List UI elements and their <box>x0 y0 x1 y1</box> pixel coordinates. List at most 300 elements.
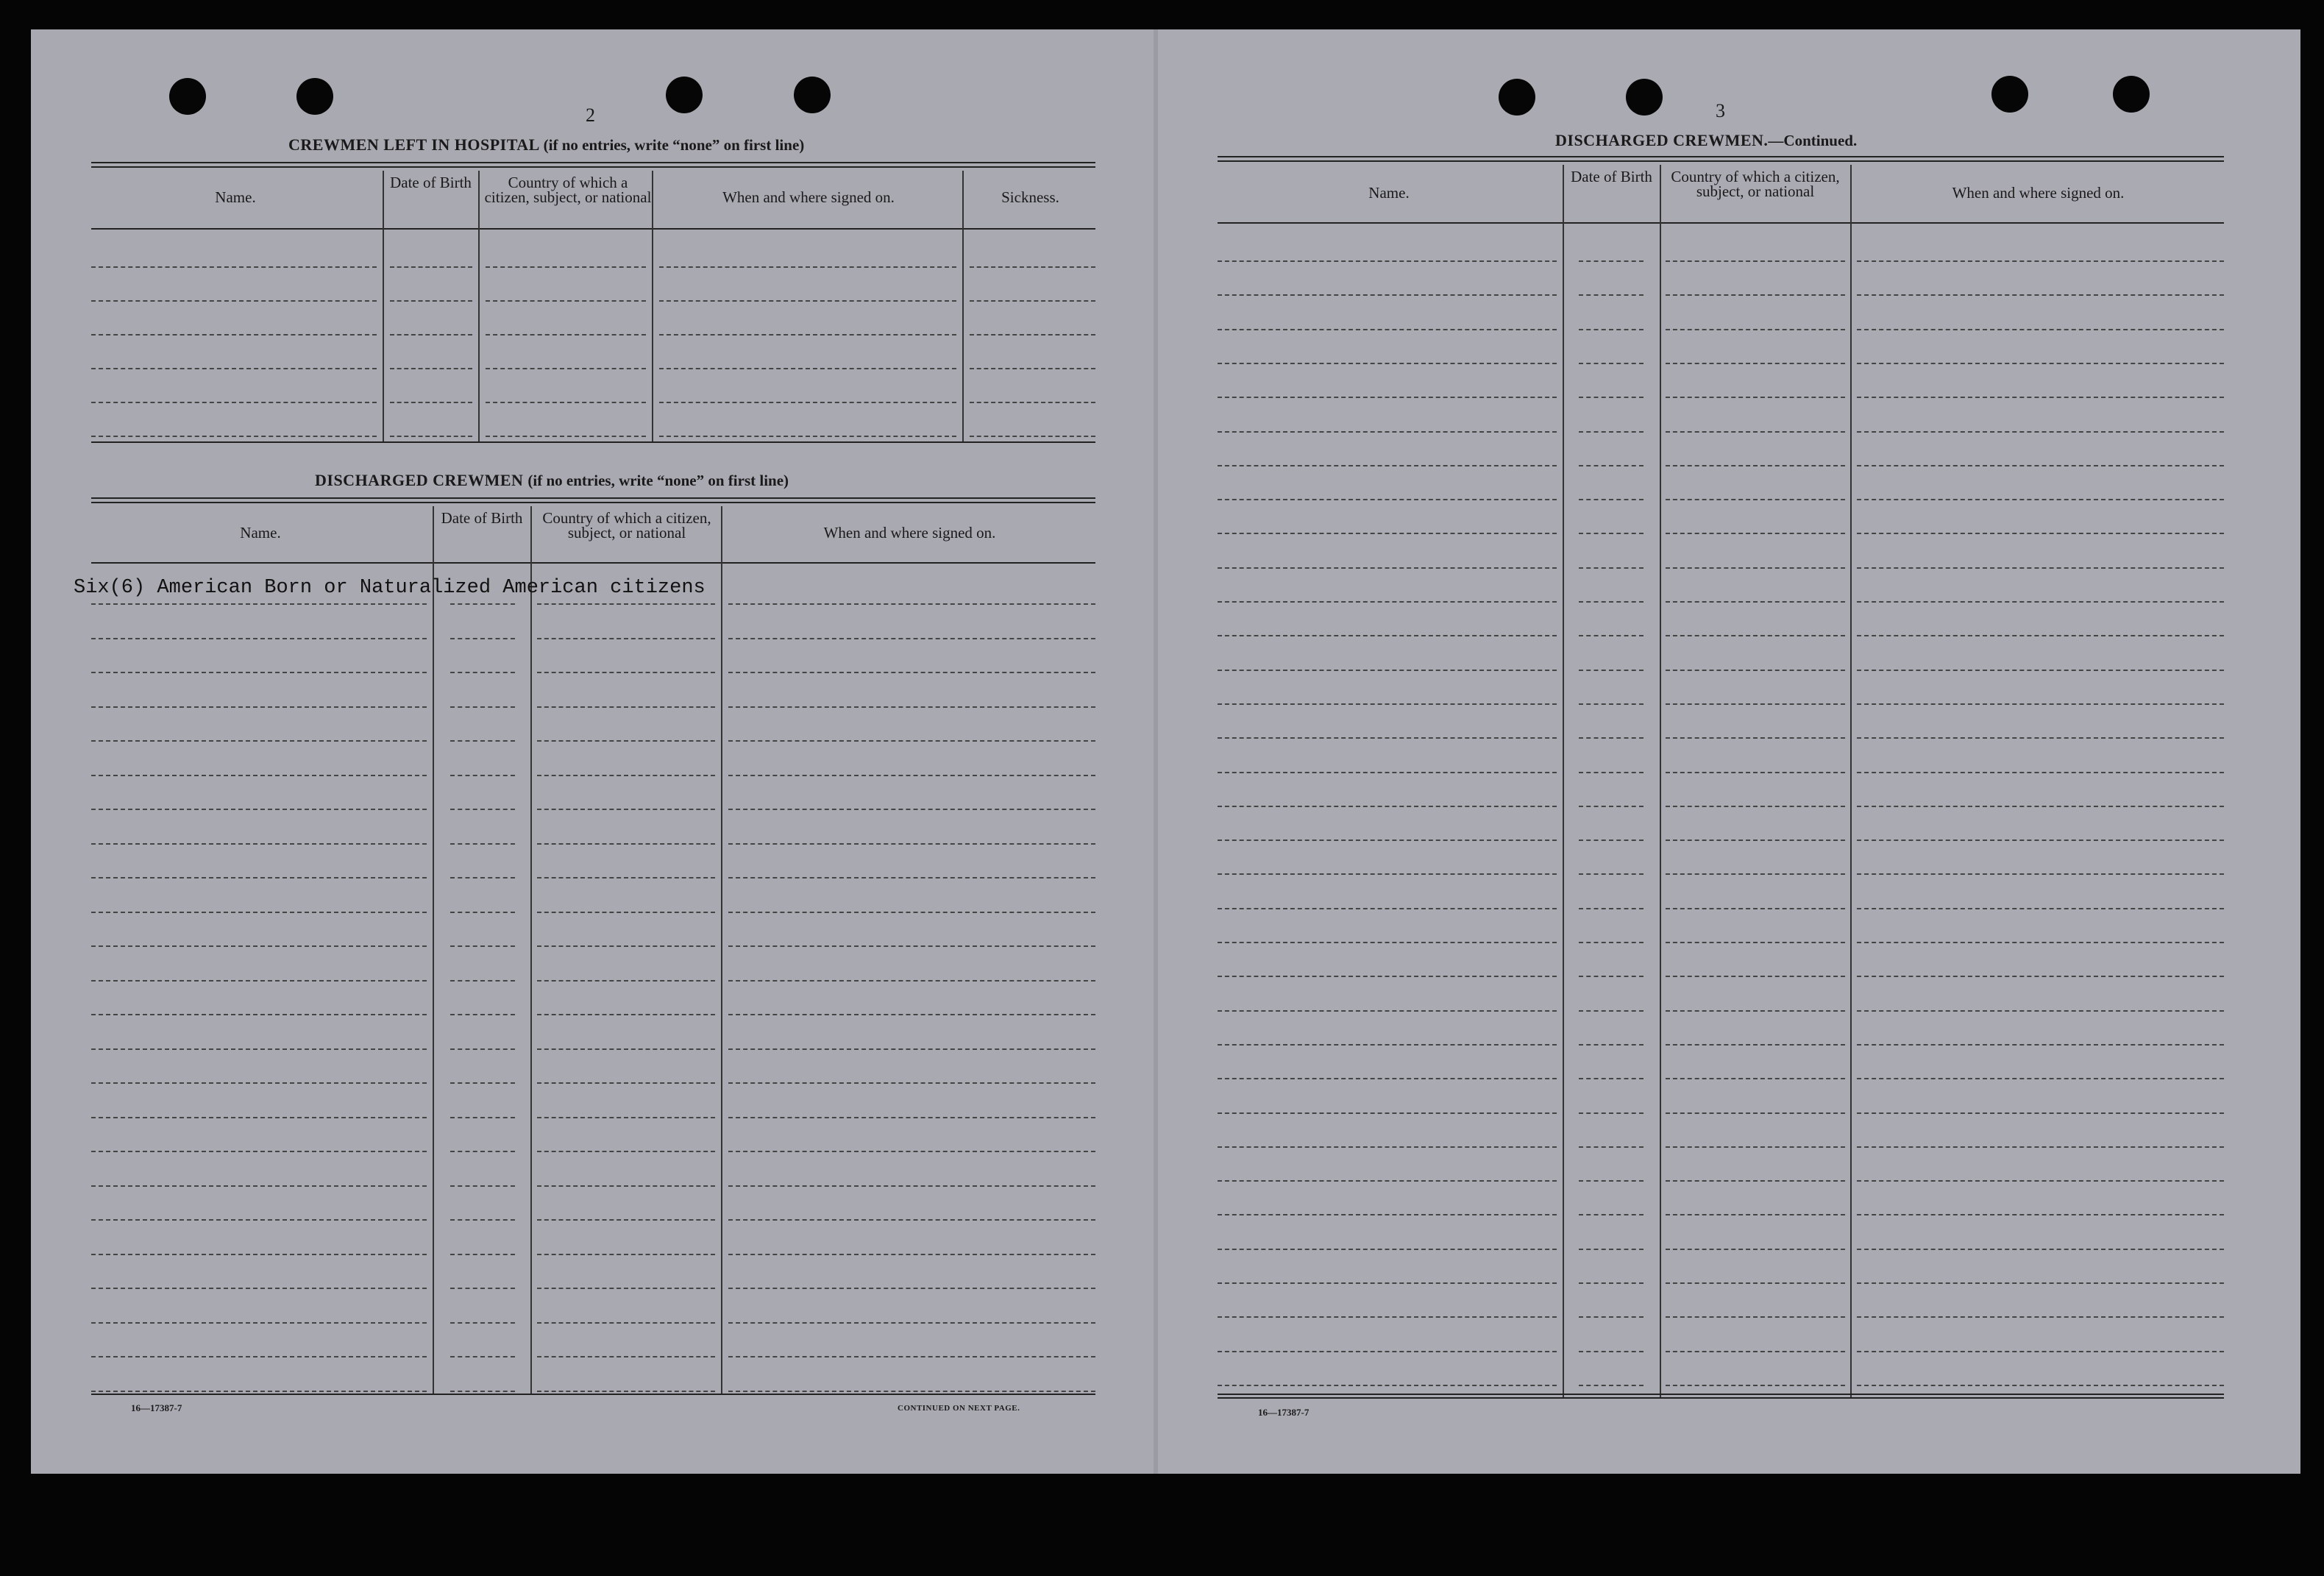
entry-line <box>390 266 472 268</box>
discharged-continued-suffix: —Continued. <box>1768 132 1858 149</box>
entry-line <box>450 980 515 982</box>
entry-line <box>1857 703 2224 705</box>
entry-line <box>728 1219 1095 1221</box>
entry-line <box>1218 908 1557 909</box>
entry-line <box>1857 363 2224 364</box>
entry-line <box>1857 1351 2224 1352</box>
entry-line <box>1857 908 2224 909</box>
entry-line <box>91 368 377 369</box>
entry-line <box>1218 1180 1557 1182</box>
hospital-section-title <box>288 135 804 155</box>
entry-line <box>659 334 956 336</box>
entry-line <box>537 1082 715 1084</box>
entry-line <box>1857 601 2224 603</box>
entry-line <box>1857 1078 2224 1079</box>
entry-line <box>1218 499 1557 500</box>
entry-line <box>537 1356 715 1357</box>
entry-line <box>91 843 427 845</box>
entry-line <box>1579 1146 1643 1148</box>
entry-line <box>537 1288 715 1289</box>
entry-line <box>1218 840 1557 841</box>
entry-line <box>450 1185 515 1187</box>
entry-line <box>1857 1180 2224 1182</box>
entry-line <box>91 1219 427 1221</box>
entry-line <box>1579 1316 1643 1318</box>
entry-line <box>1666 908 1845 909</box>
entry-line <box>1579 670 1643 671</box>
entry-line <box>1579 942 1643 943</box>
entry-line <box>1857 499 2224 500</box>
entry-line <box>1218 670 1557 671</box>
entry-line <box>1666 942 1845 943</box>
entry-line <box>1218 1146 1557 1148</box>
entry-line <box>1579 1044 1643 1046</box>
entry-line <box>1666 431 1845 433</box>
entry-line <box>1579 533 1643 534</box>
entry-line <box>1218 1078 1557 1079</box>
entry-line <box>1579 567 1643 569</box>
entry-line <box>1857 1214 2224 1215</box>
entry-line <box>728 740 1095 742</box>
entry-line <box>1218 1249 1557 1250</box>
entry-line <box>91 775 427 776</box>
entry-line <box>1857 1249 2224 1250</box>
table-bottom-rule <box>1218 1397 2224 1399</box>
table-top-rule <box>1218 156 2224 157</box>
entry-line <box>1579 1180 1643 1182</box>
column-divider <box>721 506 722 1395</box>
punch-hole <box>794 77 831 113</box>
entry-line <box>1218 1214 1557 1215</box>
entry-line <box>728 603 1095 605</box>
column-divider <box>652 171 653 443</box>
entry-line <box>1857 1282 2224 1284</box>
entry-line <box>1666 1180 1845 1182</box>
entry-line <box>450 706 515 708</box>
entry-line <box>1579 601 1643 603</box>
entry-line <box>728 1117 1095 1118</box>
entry-line <box>1218 363 1557 364</box>
entry-line <box>1579 635 1643 636</box>
entry-line <box>1579 260 1643 262</box>
entry-line <box>728 1014 1095 1015</box>
entry-line <box>486 334 646 336</box>
entry-line <box>537 843 715 845</box>
entry-line <box>1579 976 1643 977</box>
entry-line <box>1857 1010 2224 1012</box>
entry-line <box>1857 567 2224 569</box>
entry-line <box>450 809 515 810</box>
entry-line <box>1218 635 1557 636</box>
entry-line <box>1666 873 1845 875</box>
entry-line <box>1579 1112 1643 1114</box>
entry-line <box>1857 533 2224 534</box>
entry-line <box>537 1254 715 1255</box>
entry-line <box>1857 1385 2224 1386</box>
entry-line <box>1666 1249 1845 1250</box>
page-number: 3 <box>1716 100 1725 121</box>
entry-line <box>390 300 472 302</box>
entry-line <box>91 809 427 810</box>
entry-line <box>450 843 515 845</box>
entry-line <box>728 706 1095 708</box>
continued-note: CONTINUED ON NEXT PAGE. <box>898 1404 1020 1413</box>
entry-line <box>1857 260 2224 262</box>
entry-line <box>537 877 715 878</box>
entry-line <box>1579 1214 1643 1215</box>
entry-line <box>390 334 472 336</box>
entry-line <box>91 672 427 673</box>
entry-line <box>1579 329 1643 330</box>
right-page <box>1158 29 2300 1474</box>
entry-line <box>728 912 1095 913</box>
col-header-dob: Date of Birth <box>390 174 472 191</box>
entry-line <box>1666 772 1845 773</box>
entry-line <box>1666 635 1845 636</box>
entry-line <box>1579 397 1643 398</box>
entry-line <box>450 1254 515 1255</box>
page-fold <box>1154 29 1158 1474</box>
entry-line <box>537 706 715 708</box>
entry-line <box>728 1356 1095 1357</box>
table-top-rule <box>91 497 1095 499</box>
entry-line <box>728 1048 1095 1050</box>
entry-line <box>728 945 1095 947</box>
entry-line <box>450 638 515 639</box>
entry-line <box>537 1322 715 1324</box>
entry-line <box>486 266 646 268</box>
entry-line <box>450 740 515 742</box>
entry-line <box>1666 329 1845 330</box>
entry-line <box>91 1288 427 1289</box>
column-divider <box>1563 165 1564 1398</box>
punch-hole <box>1499 79 1535 116</box>
entry-line <box>1666 1316 1845 1318</box>
entry-line <box>1579 1282 1643 1284</box>
entry-line <box>1218 1316 1557 1318</box>
entry-line <box>1857 465 2224 466</box>
table-bottom-rule <box>91 441 1095 443</box>
entry-line <box>728 1391 1095 1392</box>
entry-line <box>1666 1044 1845 1046</box>
entry-line <box>728 1151 1095 1152</box>
discharged-section-title <box>315 471 789 490</box>
entry-line <box>1666 737 1845 739</box>
punch-hole <box>296 78 333 115</box>
entry-line <box>450 672 515 673</box>
entry-line <box>537 1014 715 1015</box>
entry-line <box>537 1185 715 1187</box>
entry-line <box>1218 1010 1557 1012</box>
discharged-continued-title <box>1555 131 1857 150</box>
entry-line <box>1857 840 2224 841</box>
entry-line <box>1218 737 1557 739</box>
entry-line <box>728 1082 1095 1084</box>
column-divider <box>433 506 434 1395</box>
entry-line <box>970 436 1095 437</box>
entry-line <box>1579 806 1643 807</box>
entry-line <box>486 436 646 437</box>
entry-line <box>91 1254 427 1255</box>
entry-line <box>1218 806 1557 807</box>
entry-line <box>1218 703 1557 705</box>
col-header-signed-on: When and where signed on. <box>722 188 895 206</box>
entry-line <box>1218 601 1557 603</box>
entry-line <box>1666 601 1845 603</box>
entry-line <box>1218 431 1557 433</box>
entry-line <box>1579 499 1643 500</box>
entry-line <box>390 368 472 369</box>
entry-line <box>537 603 715 605</box>
entry-line <box>91 912 427 913</box>
entry-line <box>970 368 1095 369</box>
entry-line <box>1857 772 2224 773</box>
entry-line <box>1218 329 1557 330</box>
entry-line <box>1857 1146 2224 1148</box>
entry-line <box>450 1391 515 1392</box>
entry-line <box>450 1048 515 1050</box>
entry-line <box>450 1117 515 1118</box>
entry-line <box>1579 703 1643 705</box>
entry-line <box>970 266 1095 268</box>
hospital-title-note: (if no entries, write “none” on first line) <box>543 136 805 154</box>
entry-line <box>1579 1385 1643 1386</box>
table-top-rule <box>91 162 1095 163</box>
col-header-sickness: Sickness. <box>1001 188 1059 206</box>
entry-line <box>1666 499 1845 500</box>
entry-line <box>1579 908 1643 909</box>
entry-line <box>537 1117 715 1118</box>
entry-line <box>1666 1385 1845 1386</box>
entry-line <box>728 775 1095 776</box>
header-bottom-rule <box>91 562 1095 564</box>
entry-line <box>659 402 956 403</box>
entry-line <box>970 334 1095 336</box>
entry-line <box>450 1151 515 1152</box>
entry-line <box>1666 294 1845 296</box>
entry-line <box>1666 840 1845 841</box>
col-header-dob: Date of Birth <box>441 509 523 527</box>
left-page <box>31 29 1158 1474</box>
entry-line <box>450 1219 515 1221</box>
header-bottom-rule <box>91 228 1095 230</box>
column-divider <box>962 171 964 443</box>
punch-hole <box>1991 76 2028 113</box>
entry-line <box>91 1082 427 1084</box>
entry-line <box>1218 465 1557 466</box>
entry-line <box>91 945 427 947</box>
entry-line <box>1218 567 1557 569</box>
table-top-rule <box>91 166 1095 168</box>
entry-line <box>1857 737 2224 739</box>
entry-line <box>1579 1078 1643 1079</box>
entry-line <box>728 843 1095 845</box>
entry-line <box>1579 1351 1643 1352</box>
entry-line <box>1666 1146 1845 1148</box>
entry-line <box>1666 1214 1845 1215</box>
col-header-country: Country of which a citizen, subject, or national <box>484 174 652 206</box>
entry-line <box>450 912 515 913</box>
entry-line <box>1666 1351 1845 1352</box>
entry-line <box>1857 294 2224 296</box>
entry-line <box>450 1014 515 1015</box>
entry-line <box>537 912 715 913</box>
entry-line <box>1579 465 1643 466</box>
entry-line <box>1857 431 2224 433</box>
table-top-rule <box>1218 160 2224 162</box>
entry-line <box>1666 670 1845 671</box>
entry-line <box>537 740 715 742</box>
entry-line <box>1857 942 2224 943</box>
entry-line <box>486 368 646 369</box>
entry-line <box>450 1356 515 1357</box>
page-number: 2 <box>586 104 595 126</box>
entry-line <box>537 1219 715 1221</box>
entry-line <box>390 402 472 403</box>
col-header-signed-on: When and where signed on. <box>823 524 996 542</box>
discharged-title: DISCHARGED CREWMEN <box>315 471 524 489</box>
entry-line <box>659 266 956 268</box>
entry-line <box>537 1151 715 1152</box>
entry-line <box>1857 1112 2224 1114</box>
entry-line <box>1579 737 1643 739</box>
column-divider <box>478 171 480 443</box>
entry-line <box>91 1356 427 1357</box>
entry-line <box>1218 397 1557 398</box>
entry-line <box>91 1151 427 1152</box>
entry-line <box>91 266 377 268</box>
entry-line <box>1666 567 1845 569</box>
punch-hole <box>2113 76 2150 113</box>
header-bottom-rule <box>1218 222 2224 224</box>
entry-line <box>970 300 1095 302</box>
entry-line <box>1666 260 1845 262</box>
entry-line <box>91 1117 427 1118</box>
entry-line <box>1666 703 1845 705</box>
entry-line <box>537 945 715 947</box>
entry-line <box>728 1254 1095 1255</box>
entry-line <box>91 436 377 437</box>
table-top-rule <box>91 502 1095 503</box>
entry-line <box>91 334 377 336</box>
entry-line <box>1857 635 2224 636</box>
entry-line <box>1579 294 1643 296</box>
entry-line <box>1666 397 1845 398</box>
entry-line <box>728 980 1095 982</box>
entry-line <box>450 603 515 605</box>
entry-line <box>1666 1112 1845 1114</box>
entry-line <box>537 809 715 810</box>
entry-line <box>1579 772 1643 773</box>
col-header-name: Name. <box>215 188 256 206</box>
entry-line <box>486 300 646 302</box>
entry-line <box>390 436 472 437</box>
entry-line <box>450 1288 515 1289</box>
entry-line <box>537 1391 715 1392</box>
entry-line <box>537 672 715 673</box>
entry-line <box>91 1391 427 1392</box>
table-bottom-rule <box>1218 1394 2224 1395</box>
entry-line <box>450 775 515 776</box>
entry-line <box>450 1322 515 1324</box>
entry-line <box>1857 670 2224 671</box>
entry-line <box>91 740 427 742</box>
entry-line <box>1857 397 2224 398</box>
entry-line <box>1666 465 1845 466</box>
entry-line <box>1857 806 2224 807</box>
entry-line <box>1666 976 1845 977</box>
entry-line <box>1579 873 1643 875</box>
entry-line <box>91 877 427 878</box>
col-header-name: Name. <box>240 524 281 542</box>
entry-line <box>1579 1249 1643 1250</box>
entry-line <box>1218 772 1557 773</box>
entry-line <box>728 638 1095 639</box>
col-header-dob: Date of Birth <box>1571 168 1652 185</box>
col-header-country: Country of which a citizen, subject, or national <box>542 509 711 542</box>
entry-line <box>1218 1282 1557 1284</box>
entry-line <box>1666 1078 1845 1079</box>
entry-line <box>1579 431 1643 433</box>
form-number: 16—17387-7 <box>1258 1407 1310 1418</box>
entry-line <box>91 1322 427 1324</box>
hospital-title: CREWMEN LEFT IN HOSPITAL <box>288 135 539 154</box>
entry-line <box>1666 363 1845 364</box>
entry-line <box>1218 942 1557 943</box>
entry-line <box>91 1048 427 1050</box>
entry-line <box>537 980 715 982</box>
column-divider <box>1850 165 1852 1398</box>
entry-line <box>91 603 427 605</box>
entry-line <box>1857 873 2224 875</box>
entry-line <box>1857 1044 2224 1046</box>
entry-line <box>91 706 427 708</box>
entry-line <box>537 1048 715 1050</box>
entry-line <box>659 368 956 369</box>
entry-line <box>537 638 715 639</box>
typed-entry: Six(6) American Born or Naturalized American citizens <box>74 577 706 599</box>
entry-line <box>1218 873 1557 875</box>
entry-line <box>1857 1316 2224 1318</box>
entry-line <box>1857 976 2224 977</box>
discharged-title-note: (if no entries, write “none” on first line) <box>527 472 789 489</box>
entry-line <box>1218 976 1557 977</box>
entry-line <box>450 945 515 947</box>
entry-line <box>91 300 377 302</box>
col-header-name: Name. <box>1368 184 1410 202</box>
entry-line <box>1218 1044 1557 1046</box>
form-number: 16—17387-7 <box>131 1402 182 1413</box>
entry-line <box>1218 260 1557 262</box>
column-divider <box>383 171 384 443</box>
entry-line <box>1666 533 1845 534</box>
column-divider <box>1660 165 1661 1398</box>
entry-line <box>1218 1351 1557 1352</box>
column-divider <box>530 506 532 1395</box>
entry-line <box>1666 806 1845 807</box>
entry-line <box>728 1185 1095 1187</box>
col-header-signed-on: When and where signed on. <box>1952 184 2125 202</box>
entry-line <box>1218 533 1557 534</box>
entry-line <box>1218 1385 1557 1386</box>
entry-line <box>1579 363 1643 364</box>
entry-line <box>486 402 646 403</box>
entry-line <box>1857 329 2224 330</box>
punch-hole <box>169 78 206 115</box>
entry-line <box>1218 294 1557 296</box>
entry-line <box>1579 1010 1643 1012</box>
entry-line <box>91 1185 427 1187</box>
